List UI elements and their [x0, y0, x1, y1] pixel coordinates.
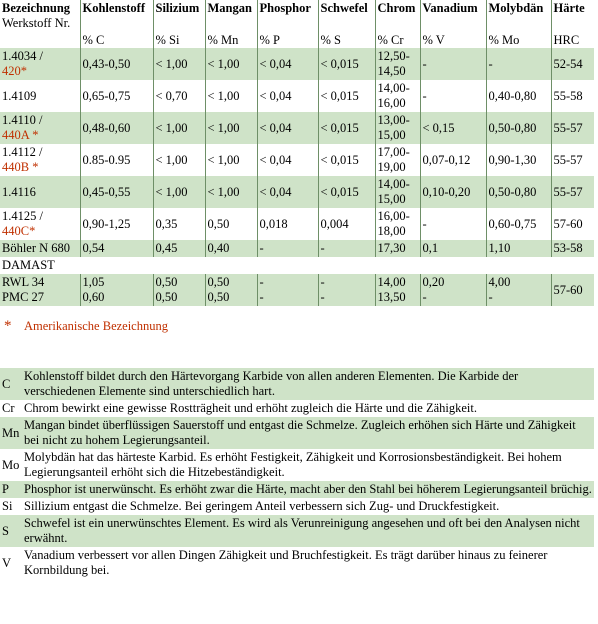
legend-symbol: Cr: [0, 400, 22, 417]
carbon-cell: 0,45-0,55: [80, 176, 153, 208]
steel-name: [0, 274, 80, 306]
unit-cell: % Cr: [375, 16, 420, 48]
table-row: [0, 176, 594, 208]
value: 1,05: [82, 275, 105, 289]
manganese-cell: < 1,00: [205, 80, 257, 112]
manganese-cell: < 1,00: [205, 144, 257, 176]
steel-number: 1.4034 /: [2, 49, 43, 63]
col-header: Molybdän: [486, 0, 551, 16]
unit-cell: % Mo: [486, 16, 551, 48]
value: 0,20: [422, 275, 445, 289]
carbon-cell: 0,43-0,50: [80, 48, 153, 80]
value: -: [320, 290, 325, 304]
vanadium-cell: -: [420, 80, 486, 112]
silicon-cell: [153, 274, 205, 306]
legend-row: [0, 417, 594, 449]
steel-name: [0, 112, 80, 144]
hardness-cell: 53-58: [551, 240, 594, 257]
legend-text: Sillizium entgast die Schmelze. Bei geringem Anteil verbessern sich Zug- und Druckfestigkeit.: [22, 498, 594, 515]
silicon-cell: 0,35: [153, 208, 205, 240]
chrome-cell: 12,50-14,50: [375, 48, 420, 80]
aisi-name: 440A *: [2, 128, 39, 142]
molybdenum-cell: [486, 274, 551, 306]
empty-cell: [153, 257, 205, 274]
col-header: Bezeichnung: [2, 0, 71, 15]
molybdenum-cell: 0,90-1,30: [486, 144, 551, 176]
manganese-cell: 0,40: [205, 240, 257, 257]
steel-name: [0, 48, 80, 80]
value: 0,50: [207, 290, 230, 304]
table-row: [0, 112, 594, 144]
legend-row: [0, 547, 594, 579]
col-header: Härte: [551, 0, 594, 16]
unit-cell: Werkstoff Nr.: [2, 16, 71, 30]
sulfur-cell: < 0,015: [318, 80, 375, 112]
value: 13,50: [377, 290, 406, 304]
phosphor-cell: [257, 274, 318, 306]
carbon-cell: 0,90-1,25: [80, 208, 153, 240]
value: -: [422, 290, 427, 304]
legend-text: Mangan bindet überflüssigen Sauerstoff und entgast die Schmelze. Zugleich erhöhen sich Härte und Zähigkeit bei nicht zu hohem Legierungsanteil.: [22, 417, 594, 449]
carbon-cell: 0,65-0,75: [80, 80, 153, 112]
hardness-cell: 57-60: [551, 274, 594, 306]
silicon-cell: < 0,70: [153, 80, 205, 112]
unit-cell: % Mn: [205, 16, 257, 48]
col-header: Mangan: [205, 0, 257, 16]
legend-row: [0, 515, 594, 547]
steel-name: [0, 80, 80, 112]
molybdenum-cell: 0,60-0,75: [486, 208, 551, 240]
vanadium-cell: 0,1: [420, 240, 486, 257]
molybdenum-cell: -: [486, 48, 551, 80]
carbon-cell: 0,48-0,60: [80, 112, 153, 144]
legend-text: Phosphor ist unerwünscht. Es erhöht zwar die Härte, macht aber den Stahl bei höherem Legierungsanteil brüchig.: [22, 481, 594, 498]
hardness-cell: 57-60: [551, 208, 594, 240]
value: -: [259, 275, 264, 289]
empty-cell: [486, 257, 551, 274]
aisi-name: 420*: [2, 64, 27, 78]
molybdenum-cell: 0,40-0,80: [486, 80, 551, 112]
empty-cell: [551, 257, 594, 274]
value: 0,50: [207, 275, 230, 289]
legend-text: Molybdän hat das härteste Karbid. Es erhöht Festigkeit, Zähigkeit und Korrosionsbeständigkeit. Bei hohem Legierungsanteil erhöht sich die Hitzebeständigkeit.: [22, 449, 594, 481]
legend-symbol: P: [0, 481, 22, 498]
col-header: Phosphor: [257, 0, 318, 16]
unit-cell: HRC: [551, 16, 594, 48]
manganese-cell: [205, 274, 257, 306]
steel-name: DAMAST: [0, 257, 80, 274]
hardness-cell: 52-54: [551, 48, 594, 80]
col-header: Silizium: [153, 0, 205, 16]
vanadium-cell: 0,07-0,12: [420, 144, 486, 176]
col-header: Kohlenstoff: [80, 0, 153, 16]
phosphor-cell: -: [257, 240, 318, 257]
vanadium-cell: < 0,15: [420, 112, 486, 144]
sulfur-cell: -: [318, 240, 375, 257]
empty-cell: [420, 257, 486, 274]
vanadium-cell: 0,10-0,20: [420, 176, 486, 208]
legend-row: [0, 368, 594, 400]
phosphor-cell: 0,018: [257, 208, 318, 240]
unit-cell: % C: [80, 16, 153, 48]
legend-row: [0, 400, 594, 417]
empty-cell: [257, 257, 318, 274]
table-row: [0, 208, 594, 240]
unit-cell: % Si: [153, 16, 205, 48]
empty-cell: [205, 257, 257, 274]
chrome-cell: 13,00-15,00: [375, 112, 420, 144]
carbon-cell: 0,54: [80, 240, 153, 257]
value: -: [320, 275, 325, 289]
value: 0,60: [82, 290, 105, 304]
aisi-name: 440C*: [2, 224, 36, 238]
chrome-cell: [375, 274, 420, 306]
legend-text: Vanadium verbessert vor allen Dingen Zähigkeit und Bruchfestigkeit. Es trägt darüber hinaus zu feinerer Kornbildung bei.: [22, 547, 594, 579]
chrome-cell: 14,00-16,00: [375, 80, 420, 112]
steel-number: RWL 34: [2, 275, 45, 289]
empty-cell: [318, 257, 375, 274]
value: 14,00: [377, 275, 406, 289]
steel-name: [0, 176, 80, 208]
phosphor-cell: < 0,04: [257, 48, 318, 80]
header-row: [0, 0, 594, 16]
footnote: [4, 318, 168, 335]
carbon-cell: 0.85-0.95: [80, 144, 153, 176]
legend-symbol: Mn: [0, 417, 22, 449]
manganese-cell: < 1,00: [205, 112, 257, 144]
unit-cell: % P: [257, 16, 318, 48]
steel-number: 1.4110 /: [2, 113, 43, 127]
legend-row: [0, 449, 594, 481]
table-row: [0, 257, 594, 274]
legend-text: Schwefel ist ein unerwünschtes Element. Es wird als Verunreinigung angesehen und oft bei den Analysen nicht erwähnt.: [22, 515, 594, 547]
molybdenum-cell: 0,50-0,80: [486, 176, 551, 208]
value: -: [259, 290, 264, 304]
molybdenum-cell: 1,10: [486, 240, 551, 257]
empty-cell: [80, 257, 153, 274]
hardness-cell: 55-57: [551, 144, 594, 176]
steel-number: 1.4109: [2, 88, 37, 103]
sulfur-cell: < 0,015: [318, 176, 375, 208]
manganese-cell: 0,50: [205, 208, 257, 240]
molybdenum-cell: 0,50-0,80: [486, 112, 551, 144]
steel-number: 1.4116: [2, 184, 36, 199]
legend-symbol: Mo: [0, 449, 22, 481]
value: 0,50: [155, 290, 178, 304]
legend-row: [0, 481, 594, 498]
col-header: Schwefel: [318, 0, 375, 16]
hardness-cell: 55-57: [551, 176, 594, 208]
legend-row: [0, 498, 594, 515]
steel-number: 1.4125 /: [2, 209, 43, 223]
steel-number: PMC 27: [2, 290, 45, 304]
value: 4,00: [488, 275, 511, 289]
sulfur-cell: < 0,015: [318, 48, 375, 80]
legend-symbol: Si: [0, 498, 22, 515]
element-legend-table: [0, 368, 594, 579]
steel-name: [0, 208, 80, 240]
table-row: [0, 80, 594, 112]
silicon-cell: 0,45: [153, 240, 205, 257]
steel-name: [0, 144, 80, 176]
chrome-cell: 14,00-15,00: [375, 176, 420, 208]
chrome-cell: 17,00-19,00: [375, 144, 420, 176]
manganese-cell: < 1,00: [205, 48, 257, 80]
chrome-cell: 17,30: [375, 240, 420, 257]
silicon-cell: < 1,00: [153, 48, 205, 80]
steel-name: Böhler N 680: [0, 240, 80, 257]
hardness-cell: 55-57: [551, 112, 594, 144]
chrome-cell: 16,00-18,00: [375, 208, 420, 240]
sulfur-cell: < 0,015: [318, 144, 375, 176]
empty-cell: [375, 257, 420, 274]
silicon-cell: < 1,00: [153, 112, 205, 144]
hardness-cell: 55-58: [551, 80, 594, 112]
value: 0,50: [155, 275, 178, 289]
col-header: Chrom: [375, 0, 420, 16]
table-row: [0, 240, 594, 257]
vanadium-cell: [420, 274, 486, 306]
silicon-cell: < 1,00: [153, 144, 205, 176]
steel-composition-table: [0, 0, 594, 306]
sulfur-cell: < 0,015: [318, 112, 375, 144]
phosphor-cell: < 0,04: [257, 112, 318, 144]
footnote-text: Amerikanische Bezeichnung: [23, 319, 168, 333]
phosphor-cell: < 0,04: [257, 176, 318, 208]
legend-symbol: S: [0, 515, 22, 547]
manganese-cell: < 1,00: [205, 176, 257, 208]
footnote-star: *: [4, 318, 12, 334]
vanadium-cell: -: [420, 208, 486, 240]
legend-text: Kohlenstoff bildet durch den Härtevorgang Karbide von allen anderen Elementen. Die Karbide der verschiedenen Elemente sind unterschiedlich hart.: [22, 368, 594, 400]
units-row: [0, 16, 594, 48]
aisi-name: 440B *: [2, 160, 39, 174]
steel-number: 1.4112 /: [2, 145, 43, 159]
carbon-cell: [80, 274, 153, 306]
phosphor-cell: < 0,04: [257, 80, 318, 112]
legend-symbol: C: [0, 368, 22, 400]
value: -: [488, 290, 493, 304]
phosphor-cell: < 0,04: [257, 144, 318, 176]
vanadium-cell: -: [420, 48, 486, 80]
legend-text: Chrom bewirkt eine gewisse Rostträgheit und erhöht zugleich die Härte und die Zähigkeit.: [22, 400, 594, 417]
sulfur-cell: 0,004: [318, 208, 375, 240]
unit-cell: % V: [420, 16, 486, 48]
table-row: [0, 274, 594, 306]
silicon-cell: < 1,00: [153, 176, 205, 208]
table-row: [0, 48, 594, 80]
col-header: Vanadium: [420, 0, 486, 16]
legend-symbol: V: [0, 547, 22, 579]
table-row: [0, 144, 594, 176]
sulfur-cell: [318, 274, 375, 306]
unit-cell: % S: [318, 16, 375, 48]
